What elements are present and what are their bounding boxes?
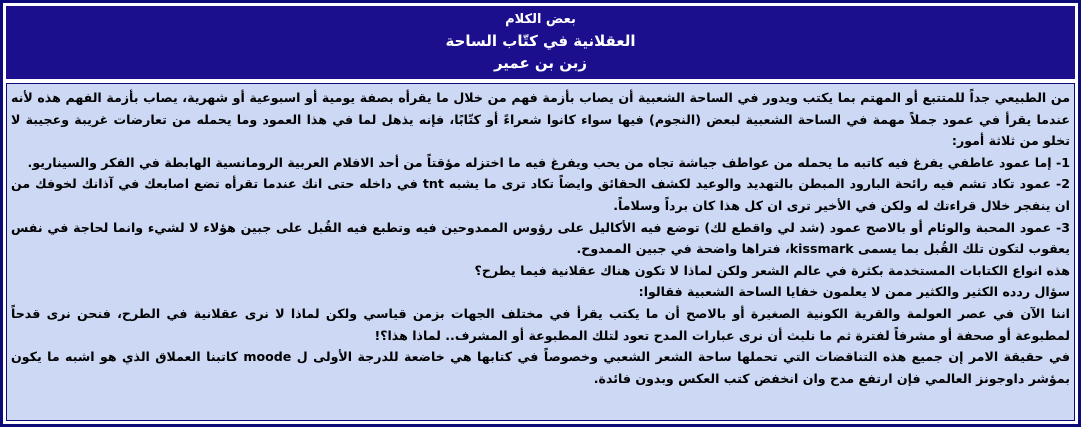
column-title: بعض الكلام [505, 12, 576, 27]
paragraph-conclusion: في حقيقة الامر إن جميع هذه التناقضات التي تحملها ساحة الشعر الشعبي وخصوصاً في كتابها هي خاضعة للدرجة الأولى ل moode كاتبنا العملاق الذي هو اشبه ما يكون بمؤشر داوجونز العالمي فإن ارتفع مدح وان انخفض كتب العكس وبدون فائدة. [11, 349, 1070, 386]
paragraph-point-2: 2- عمود تكاد تشم فيه رائحة البارود المبطن بالتهديد والوعيد لكشف الحقائق وايضاً تكاد ترى ما يشبه tnt في داخله حتى انك عندما تقرأه تضع اصابعك في آذانك لخوفك من ان ينفجر خلال قراءتك له ولكن في الأخير ترى ان كل هذا كان برداً وسلاماً. [11, 176, 1070, 213]
article-header [6, 6, 1075, 79]
paragraph-question: هذه انواع الكتابات المستخدمة بكثرة في عالم الشعر ولكن لماذا لا تكون هناك عقلانية فيما يطرح؟ [474, 262, 1070, 278]
paragraph-point-3: 3- عمود المحبة والوئام أو بالاصح عمود (شد لي واقطع لك) توضع فيه الأكاليل على رؤوس الممدوحين فيه وتطبع فيه القُبل على جبين هؤلاء لا لشيء وانما لحاجة في نفس يعقوب لتكون تلك القُبل بما يسمى kissmark، فتراها واضحة في جبين الممدوح. [11, 219, 1070, 257]
author-name: زبن بن عمير [493, 54, 588, 72]
paragraph-point-1: 1- إما عمود عاطفي يفرغ فيه كاتبه ما يحمله من عواطف جياشة تجاه من يحب ويفرغ فيه ما اختزله مؤقتاً من أحد الافلام العربية الرومانسية الهابطة في الفكر والسيناريو. [27, 154, 1070, 170]
paragraph-asked: سؤال ردده الكثير والكثير ممن لا يعلمون خفايا الساحة الشعبية فقالوا: [638, 284, 1070, 300]
paragraph-argument: اننا الآن في عصر العولمة والقرية الكونية الصغيرة أو بالاصح أن ما يكتب يقرأ في مختلف الجهات بزمن قياسي ولكن لماذا لا نرى عقلانية في الطرح، فنحن نرى قدحاً لمطبوعة أو صحفة أو مشرفاً لفترة ثم ما نلبث أن نرى عبارات المدح تعود لتلك المطبوعة أو المشرف.. لماذا هذا؟! [11, 305, 1070, 343]
paragraph-intro: من الطبيعي جداً للمتتبع أو المهتم بما يكتب ويدور في الساحة الشعبية أن يصاب بأزمة فهم من خلال ما يقرأه بصفة يومية أو اسبوعية أو شهرية، يصاب بأزمة الفهم هذه لأنه عندما يقرأ في عمود جملاً مهمة في الساحة الشعبية لبعض (النجوم) فيها سواء كانوا شعراءً أو كتّابًا، فإنه يذهل لما في هذا العمود وما يحمله من تعارضات غريبة وعجيبة لا تخلو من ثلاثة أمور: [11, 90, 1070, 149]
article-body [6, 83, 1075, 421]
article-title: العقلانية في كتّاب الساحة [445, 32, 636, 50]
